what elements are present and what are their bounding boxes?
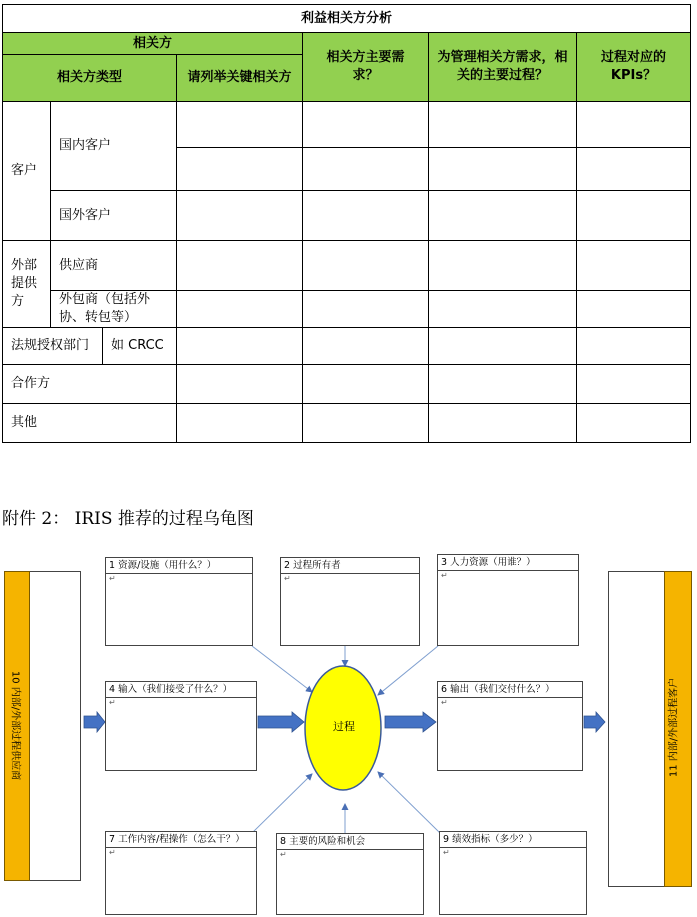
table-cell (176, 290, 303, 328)
box-process-owner-title: 2 过程所有者 (281, 558, 419, 574)
table-cell (576, 190, 691, 241)
table-cell (302, 101, 429, 148)
header-kpis: 过程对应的KPIs？ (576, 32, 691, 102)
row-label-outsourcer: 外包商（包括外协、转包等） (50, 290, 177, 328)
box-human-resources-title: 3 人力资源（用谁？） (438, 555, 578, 571)
table-cell (428, 147, 577, 191)
header-stakeholder-type: 相关方类型 (2, 54, 177, 102)
table-cell (302, 190, 429, 241)
row-label-foreign-customer: 国外客户 (50, 190, 177, 241)
box-output-title: 6 输出（我们交付什么？） (438, 682, 582, 698)
table-cell (176, 240, 303, 291)
process-label: 过程 (333, 720, 355, 733)
table-cell (302, 290, 429, 328)
table-cell (428, 403, 577, 443)
table-cell (428, 290, 577, 328)
paragraph-mark: ↵ (109, 848, 116, 857)
box-resources-title: 1 资源/设施（用什么？） (106, 558, 252, 574)
paragraph-mark: ↵ (443, 848, 450, 857)
attachment-heading: 附件 2： IRIS 推荐的过程乌龟图 (2, 509, 254, 529)
table-cell (302, 147, 429, 191)
table-cell (428, 364, 577, 404)
row-label-external-provider: 外部提供方 (2, 240, 51, 328)
connector-line-1 (252, 646, 312, 692)
row-label-regulator: 法规授权部门 (2, 327, 103, 365)
box-risks-opportunities-title: 8 主要的风险和机会 (277, 834, 423, 850)
paragraph-mark: ↵ (109, 698, 116, 707)
box-human-resources (437, 554, 579, 646)
right-customer-label: 11 内部/外部过程客户 (668, 677, 680, 778)
table-cell (176, 327, 303, 365)
row-label-partner: 合作方 (2, 364, 177, 404)
table-cell (176, 101, 303, 148)
box-resources (105, 557, 253, 646)
box-input-title: 4 输入（我们接受了什么？） (106, 682, 256, 698)
table-cell (176, 403, 303, 443)
block-arrow-right (584, 712, 605, 732)
table-cell (428, 190, 577, 241)
box-work-content (105, 831, 257, 915)
paragraph-mark: ↵ (441, 571, 448, 580)
table-cell (428, 327, 577, 365)
left-supplier-label: 10 内部/外部过程供应商 (9, 670, 21, 781)
connector-line-3 (378, 646, 438, 695)
table-cell (428, 240, 577, 291)
block-arrow-left (84, 712, 105, 732)
table-cell (176, 364, 303, 404)
table-cell (576, 327, 691, 365)
paragraph-mark: ↵ (109, 574, 116, 583)
block-arrow-output (385, 712, 436, 732)
table-cell (576, 290, 691, 328)
table-cell (576, 147, 691, 191)
table-cell (576, 240, 691, 291)
paragraph-mark: ↵ (441, 698, 448, 707)
row-label-regulator-example: 如 CRCC (102, 327, 177, 365)
header-group-stakeholder: 相关方 (2, 32, 303, 55)
row-label-supplier: 供应商 (50, 240, 177, 291)
box-performance-indicators (439, 831, 587, 915)
box-work-content-title: 7 工作内容/程操作（怎么干？） (106, 832, 256, 848)
paragraph-mark: ↵ (284, 574, 291, 583)
table-cell (302, 240, 429, 291)
header-main-needs: 相关方主要需求？ (302, 32, 429, 102)
box-output (437, 681, 583, 771)
box-performance-indicators-title: 9 绩效指标（多少？） (440, 832, 586, 848)
table-cell (176, 147, 303, 191)
box-input (105, 681, 257, 771)
block-arrow-input (258, 712, 304, 732)
table-cell (576, 403, 691, 443)
table-cell (302, 364, 429, 404)
header-main-process: 为管理相关方需求，相关的主要过程？ (428, 32, 577, 102)
table-cell (176, 190, 303, 241)
table-title: 利益相关方分析 (2, 4, 691, 33)
table-cell (576, 364, 691, 404)
box-process-owner (280, 557, 420, 646)
table-cell (302, 403, 429, 443)
row-label-other: 其他 (2, 403, 177, 443)
row-label-domestic-customer: 国内客户 (50, 101, 177, 191)
row-label-customer: 客户 (2, 101, 51, 241)
connector-line-9 (378, 772, 440, 833)
connector-line-7 (252, 774, 312, 833)
box-risks-opportunities (276, 833, 424, 915)
table-cell (576, 101, 691, 148)
table-cell (428, 101, 577, 148)
header-key-stakeholders: 请列举关键相关方 (176, 54, 303, 102)
paragraph-mark: ↵ (280, 850, 287, 859)
table-cell (302, 327, 429, 365)
